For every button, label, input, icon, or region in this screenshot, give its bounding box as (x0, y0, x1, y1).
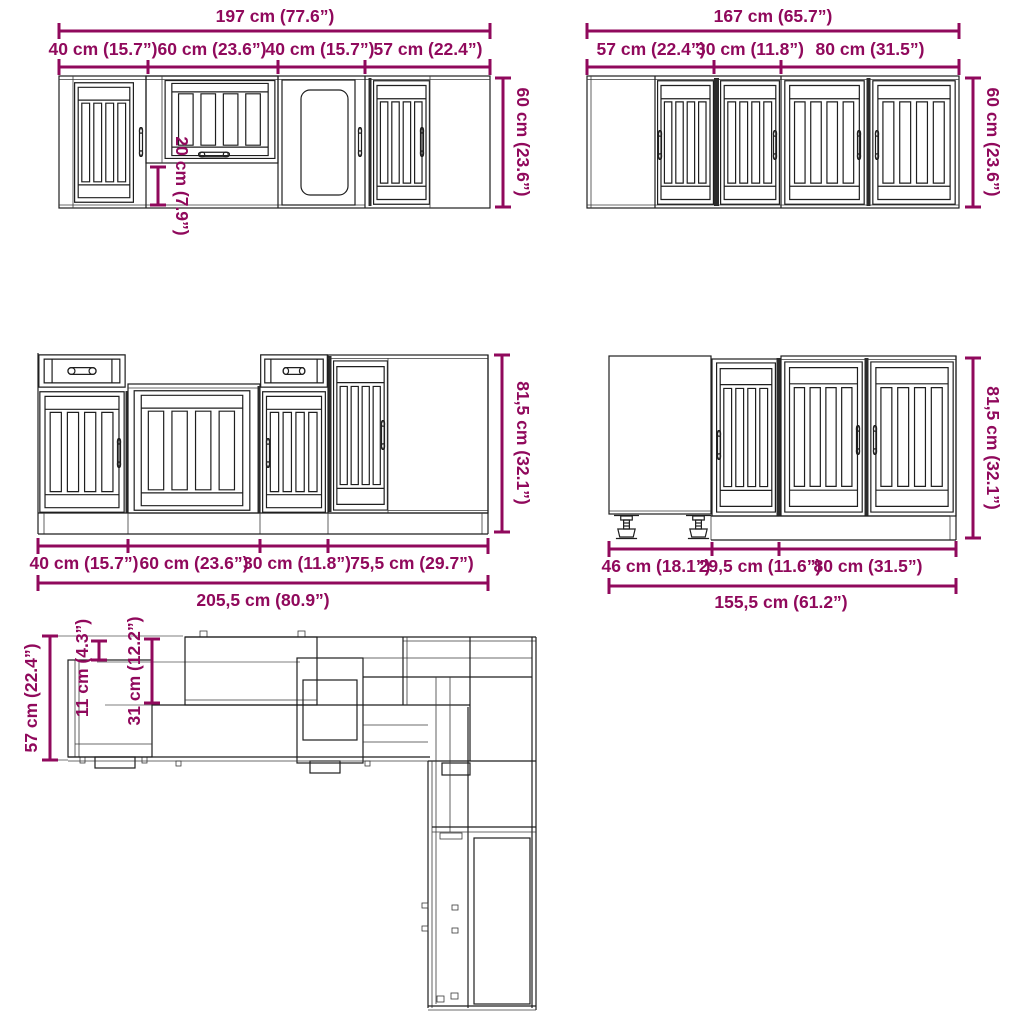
dim-label-wall-left-total: 197 cm (77.6”) (215, 6, 335, 26)
dim-label-base-right-seg-3: 80 cm (31.5”) (813, 556, 923, 576)
dim-label-wall-left-seg-2: 60 cm (23.6”) (157, 39, 267, 59)
view-wall-cabinets-right (587, 6, 1003, 208)
wall-right-door-4 (873, 81, 955, 204)
view-base-cabinets-right (602, 356, 1003, 612)
dim-label-base-left-height: 81,5 cm (32.1”) (513, 381, 533, 505)
wall-left-door-3 (282, 80, 355, 205)
dim-label-plan-depth-counter: 31 cm (12.2”) (124, 616, 144, 726)
dim-label-wall-right-total: 167 cm (65.7”) (713, 6, 833, 26)
wall-left-unit-2 (146, 76, 278, 163)
dim-label-base-right-seg-1: 46 cm (18.1”) (601, 556, 711, 576)
dim-label-base-left-seg-4: 75,5 cm (29.7”) (350, 553, 474, 573)
base-right-foot-1 (614, 516, 639, 539)
base-left-gap-3 (329, 356, 332, 512)
wall-right-door-1-handle (658, 130, 661, 159)
dim-label-base-left-seg-1: 40 cm (15.7”) (29, 553, 139, 573)
dim-label-wall-left-height: 60 cm (23.6”) (513, 87, 533, 197)
base-right-corner-unit (609, 356, 711, 514)
view-plan-top (21, 617, 536, 1010)
dim-label-wall-left-seg-3: 40 cm (15.7”) (265, 39, 375, 59)
dim-label-wall-right-seg-1: 57 cm (22.4”) (596, 39, 706, 59)
dim-label-wall-left-seg-4: 57 cm (22.4”) (373, 39, 483, 59)
plan-arm-base-cabinet (474, 838, 530, 1004)
wall-right-door-gap-1 (714, 78, 719, 206)
base-right-gap-1 (777, 358, 781, 516)
base-right-unit-2 (712, 359, 779, 516)
dim-label-base-left-seg-2: 60 cm (23.6”) (139, 553, 249, 573)
dim-label-base-left-total: 205,5 cm (80.9”) (196, 590, 330, 610)
base-left-door-4-handle (381, 420, 384, 449)
base-right-door-3 (871, 362, 953, 512)
wall-right-cabinet-drawing (587, 76, 959, 208)
dim-label-wall-right-height: 60 cm (23.6”) (983, 87, 1003, 197)
base-right-door-2 (785, 362, 862, 512)
base-right-foot-2 (686, 516, 711, 539)
base-left-drawer-3 (261, 355, 328, 387)
dim-label-wall-left-seg-1: 40 cm (15.7”) (48, 39, 158, 59)
base-left-door-1 (40, 392, 124, 512)
base-left-door-4 (334, 361, 388, 510)
wall-left-door-1-handle (139, 127, 142, 156)
wall-left-door-3-glass-panel (301, 90, 348, 195)
wall-left-cabinet-drawing (59, 76, 490, 208)
plan-mid-unit-inner (303, 680, 357, 740)
dim-label-base-left-seg-3: 30 cm (11.8”) (243, 553, 351, 573)
wall-right-door-gap-2 (867, 78, 871, 206)
wall-left-door-gap (369, 78, 372, 206)
wall-left-door-3-handle (358, 127, 361, 156)
base-left-door-2 (134, 391, 250, 510)
wall-right-door-4-handle (875, 130, 878, 159)
base-left-drawer-1 (39, 355, 125, 387)
wall-right-door-2-handle (773, 130, 776, 159)
dim-label-wall-right-seg-2: 30 cm (11.8”) (696, 39, 804, 59)
base-left-gap-2 (258, 386, 261, 513)
wall-right-door-2 (721, 81, 780, 204)
plan-left-unit-drawer-pull (95, 757, 135, 768)
dim-label-wall-left-drop: 20 cm (7.9”) (172, 136, 192, 236)
base-right-door-1 (717, 363, 776, 512)
base-left-unit-4 (328, 355, 488, 513)
base-right-door-1-handle (717, 430, 720, 459)
base-right-door-3-handle (873, 425, 876, 454)
base-left-door-3-handle (266, 438, 269, 467)
view-base-cabinets-left (30, 353, 533, 610)
dim-label-base-right-total: 155,5 cm (61.2”) (714, 592, 848, 612)
view-wall-cabinets-left (49, 6, 533, 236)
dim-label-plan-depth-wall: 11 cm (4.3”) (72, 618, 92, 718)
wall-left-door-1 (75, 83, 134, 202)
dim-label-plan-depth-total: 57 cm (22.4”) (21, 643, 41, 753)
plan-mid-unit (297, 658, 363, 763)
base-right-gap-2 (865, 358, 869, 516)
wall-right-door-3 (785, 81, 864, 204)
dim-label-base-right-height: 81,5 cm (32.1”) (983, 386, 1003, 510)
dim-label-wall-right-seg-3: 80 cm (31.5”) (815, 39, 925, 59)
wall-right-door-1 (658, 81, 714, 204)
base-left-door-3 (263, 392, 326, 512)
dim-label-base-right-seg-2: 29,5 cm (11.6”) (698, 556, 822, 576)
base-left-cabinet-drawing (38, 353, 488, 534)
plan-corner-drawer-pull (442, 763, 470, 775)
base-right-cabinet-drawing (609, 356, 956, 540)
